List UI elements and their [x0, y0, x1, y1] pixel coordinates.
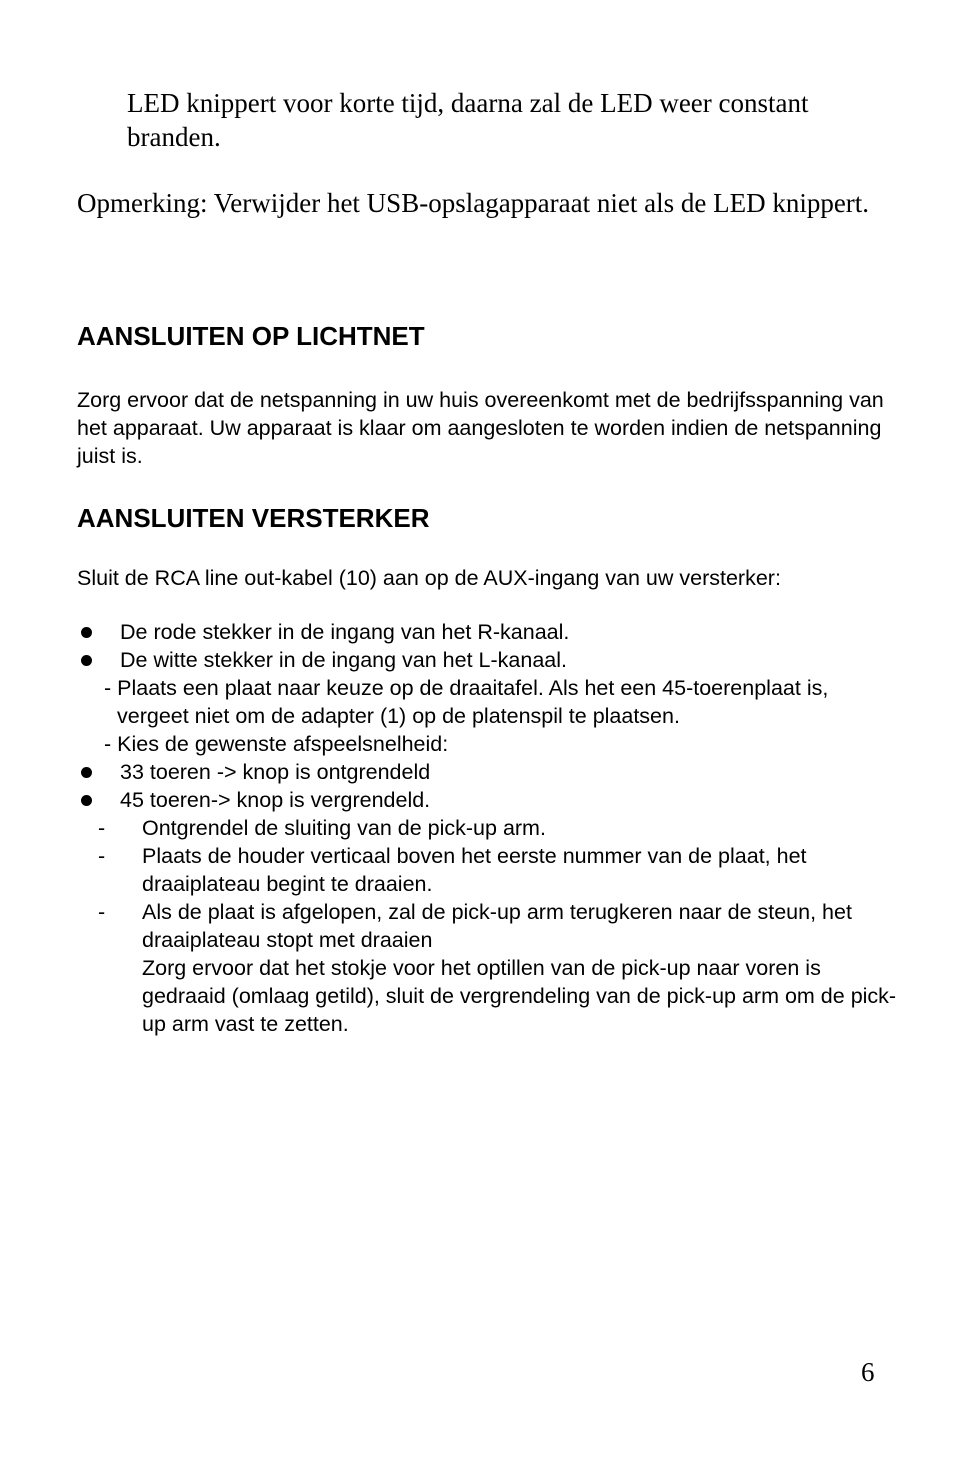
heading-amplifier-connection: AANSLUITEN VERSTERKER	[77, 503, 430, 533]
step-choose-speed	[77, 730, 897, 758]
list-item-red-plug	[77, 618, 897, 646]
list-item-33-rpm	[77, 758, 897, 786]
step-place-holder	[77, 842, 897, 898]
step-record-ended	[77, 898, 897, 954]
closing-text: Zorg ervoor dat het stokje voor het optillen van de pick-up naar voren is gedraaid (omlaag getild), sluit de vergrendeling van de pick-up arm om de pick-up arm vast te zetten.	[142, 956, 897, 1036]
amplifier-paragraph: Sluit de RCA line out-kabel (10) aan op de AUX-ingang van uw versterker:	[77, 566, 781, 590]
note-text: Opmerking: Verwijder het USB-opslagapparaat niet als de LED knippert.	[77, 188, 870, 218]
dash-marker: -	[98, 844, 106, 868]
step-text: Als de plaat is afgelopen, zal de pick-up arm terugkeren naar de steun, het draaiplateau stopt met draaien	[142, 900, 852, 952]
step-text: - Kies de gewenste afspeelsnelheid:	[104, 732, 449, 756]
dash-marker: -	[98, 900, 106, 924]
amplifier-instructions	[77, 618, 897, 1038]
mains-paragraph: Zorg ervoor dat de netspanning in uw huis overeenkomt met de bedrijfsspanning van het apparaat. Uw apparaat is klaar om aangesloten te worden indien de netspanning juist is.	[77, 388, 884, 468]
bullet-icon	[81, 767, 92, 778]
list-item-text: De witte stekker in de ingang van het L-kanaal.	[120, 648, 567, 672]
step-text: - Plaats een plaat naar keuze op de draaitafel. Als het een 45-toerenplaat is, vergeet niet om de adapter (1) op de platenspil te plaatsen.	[104, 676, 829, 728]
list-item-45-rpm	[77, 786, 897, 814]
dash-marker: -	[98, 816, 106, 840]
step-text: Ontgrendel de sluiting van de pick-up arm.	[142, 816, 546, 840]
page-number: 6	[861, 1357, 875, 1387]
intro-continuation-text: LED knippert voor korte tijd, daarna zal de LED weer constant branden.	[127, 88, 809, 152]
step-text: Plaats de houder verticaal boven het eerste nummer van de plaat, het draaiplateau begint te draaien.	[142, 844, 807, 896]
list-item-text: 45 toeren-> knop is vergrendeld.	[120, 788, 431, 812]
bullet-icon	[81, 627, 92, 638]
heading-mains-connection: AANSLUITEN OP LICHTNET	[77, 321, 425, 351]
list-item-text: 33 toeren -> knop is ontgrendeld	[120, 760, 431, 784]
list-item-text: De rode stekker in de ingang van het R-kanaal.	[120, 620, 570, 644]
bullet-icon	[81, 655, 92, 666]
step-unlock-arm	[77, 814, 897, 842]
bullet-icon	[81, 795, 92, 806]
step-place-record	[77, 674, 897, 730]
list-item-white-plug	[77, 646, 897, 674]
